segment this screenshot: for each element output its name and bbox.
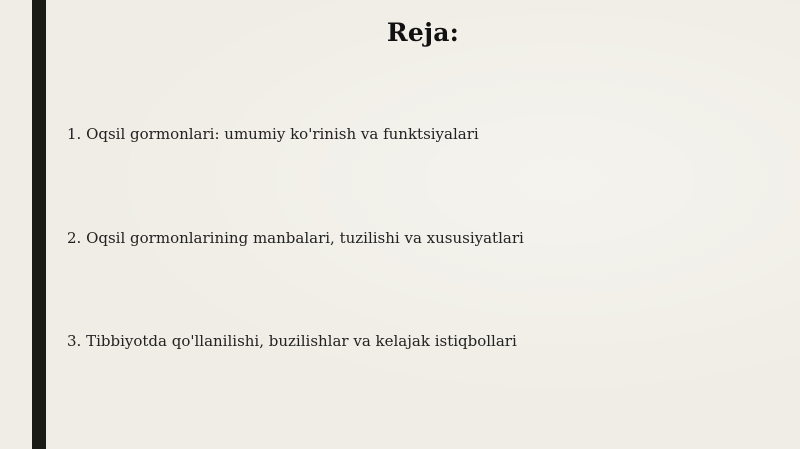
agenda-item-1: 1. Oqsil gormonlari: umumiy ko'rinish va funktsiyalari (67, 125, 479, 143)
agenda-item-3: 3. Tibbiyotda qo'llanilishi, buzilishlar va kelajak istiqbollari (67, 332, 517, 350)
left-accent-bar (32, 0, 46, 449)
slide-title: Reja: (386, 18, 460, 47)
agenda-item-2: 2. Oqsil gormonlarining manbalari, tuzilishi va xususiyatlari (67, 229, 524, 247)
